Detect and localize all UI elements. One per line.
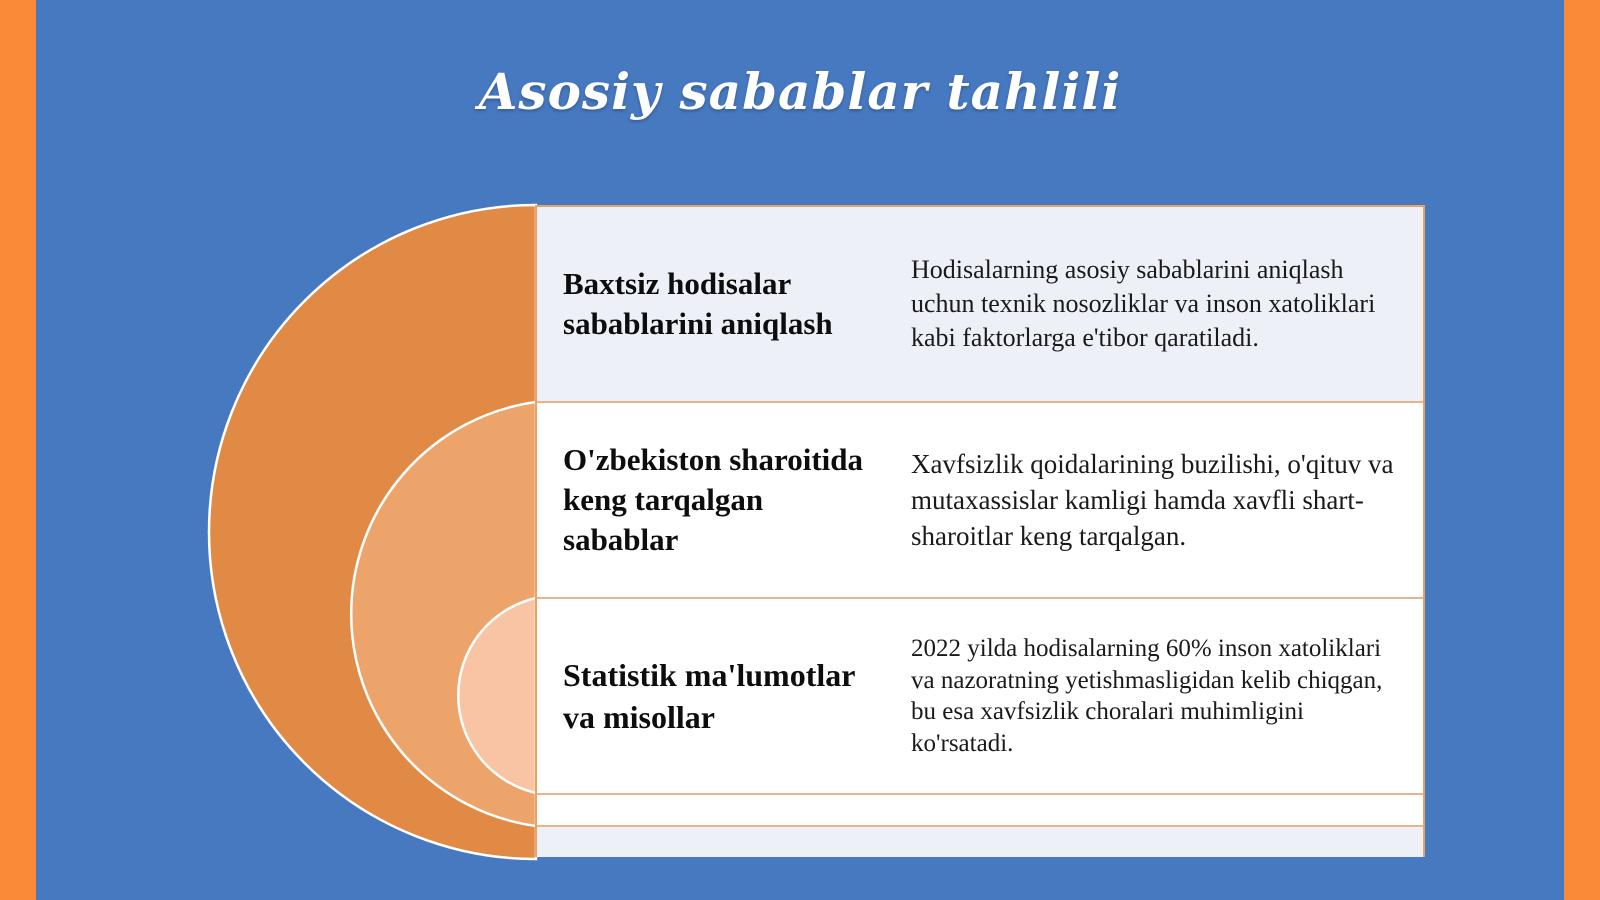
row-heading: Baxtsiz hodisalar sabablarini aniqlash — [563, 266, 833, 341]
table-row — [537, 403, 1423, 599]
row-heading: Statistik ma'lumotlar va misollar — [563, 657, 855, 735]
table-row — [537, 599, 1423, 795]
row-heading: O'zbekiston sharoitida keng tarqalgan sabablar — [563, 442, 864, 557]
row-description: 2022 yilda hodisalarning 60% inson xatoliklari va nazoratning yetishmasligidan kelib chiqgan, bu esa xavfsizlik choralari muhimligini ko'rsatadi. — [911, 635, 1383, 757]
row-description: Hodisalarning asosiy sabablarini aniqlash uchun texnik nosozliklar va inson xatoliklari kabi faktorlarga e'tibor qaratiladi. — [911, 255, 1376, 352]
table-row — [537, 207, 1423, 403]
row-description: Xavfsizlik qoidalarining buzilishi, o'qituv va mutaxassislar kamligi hamda xavfli shart-sharoitlar keng tarqalgan. — [911, 449, 1394, 551]
causes-table — [535, 205, 1425, 857]
empty-row — [537, 795, 1423, 827]
empty-row — [537, 827, 1423, 857]
slide-title: Asosiy sabablar tahlili — [478, 62, 1122, 121]
